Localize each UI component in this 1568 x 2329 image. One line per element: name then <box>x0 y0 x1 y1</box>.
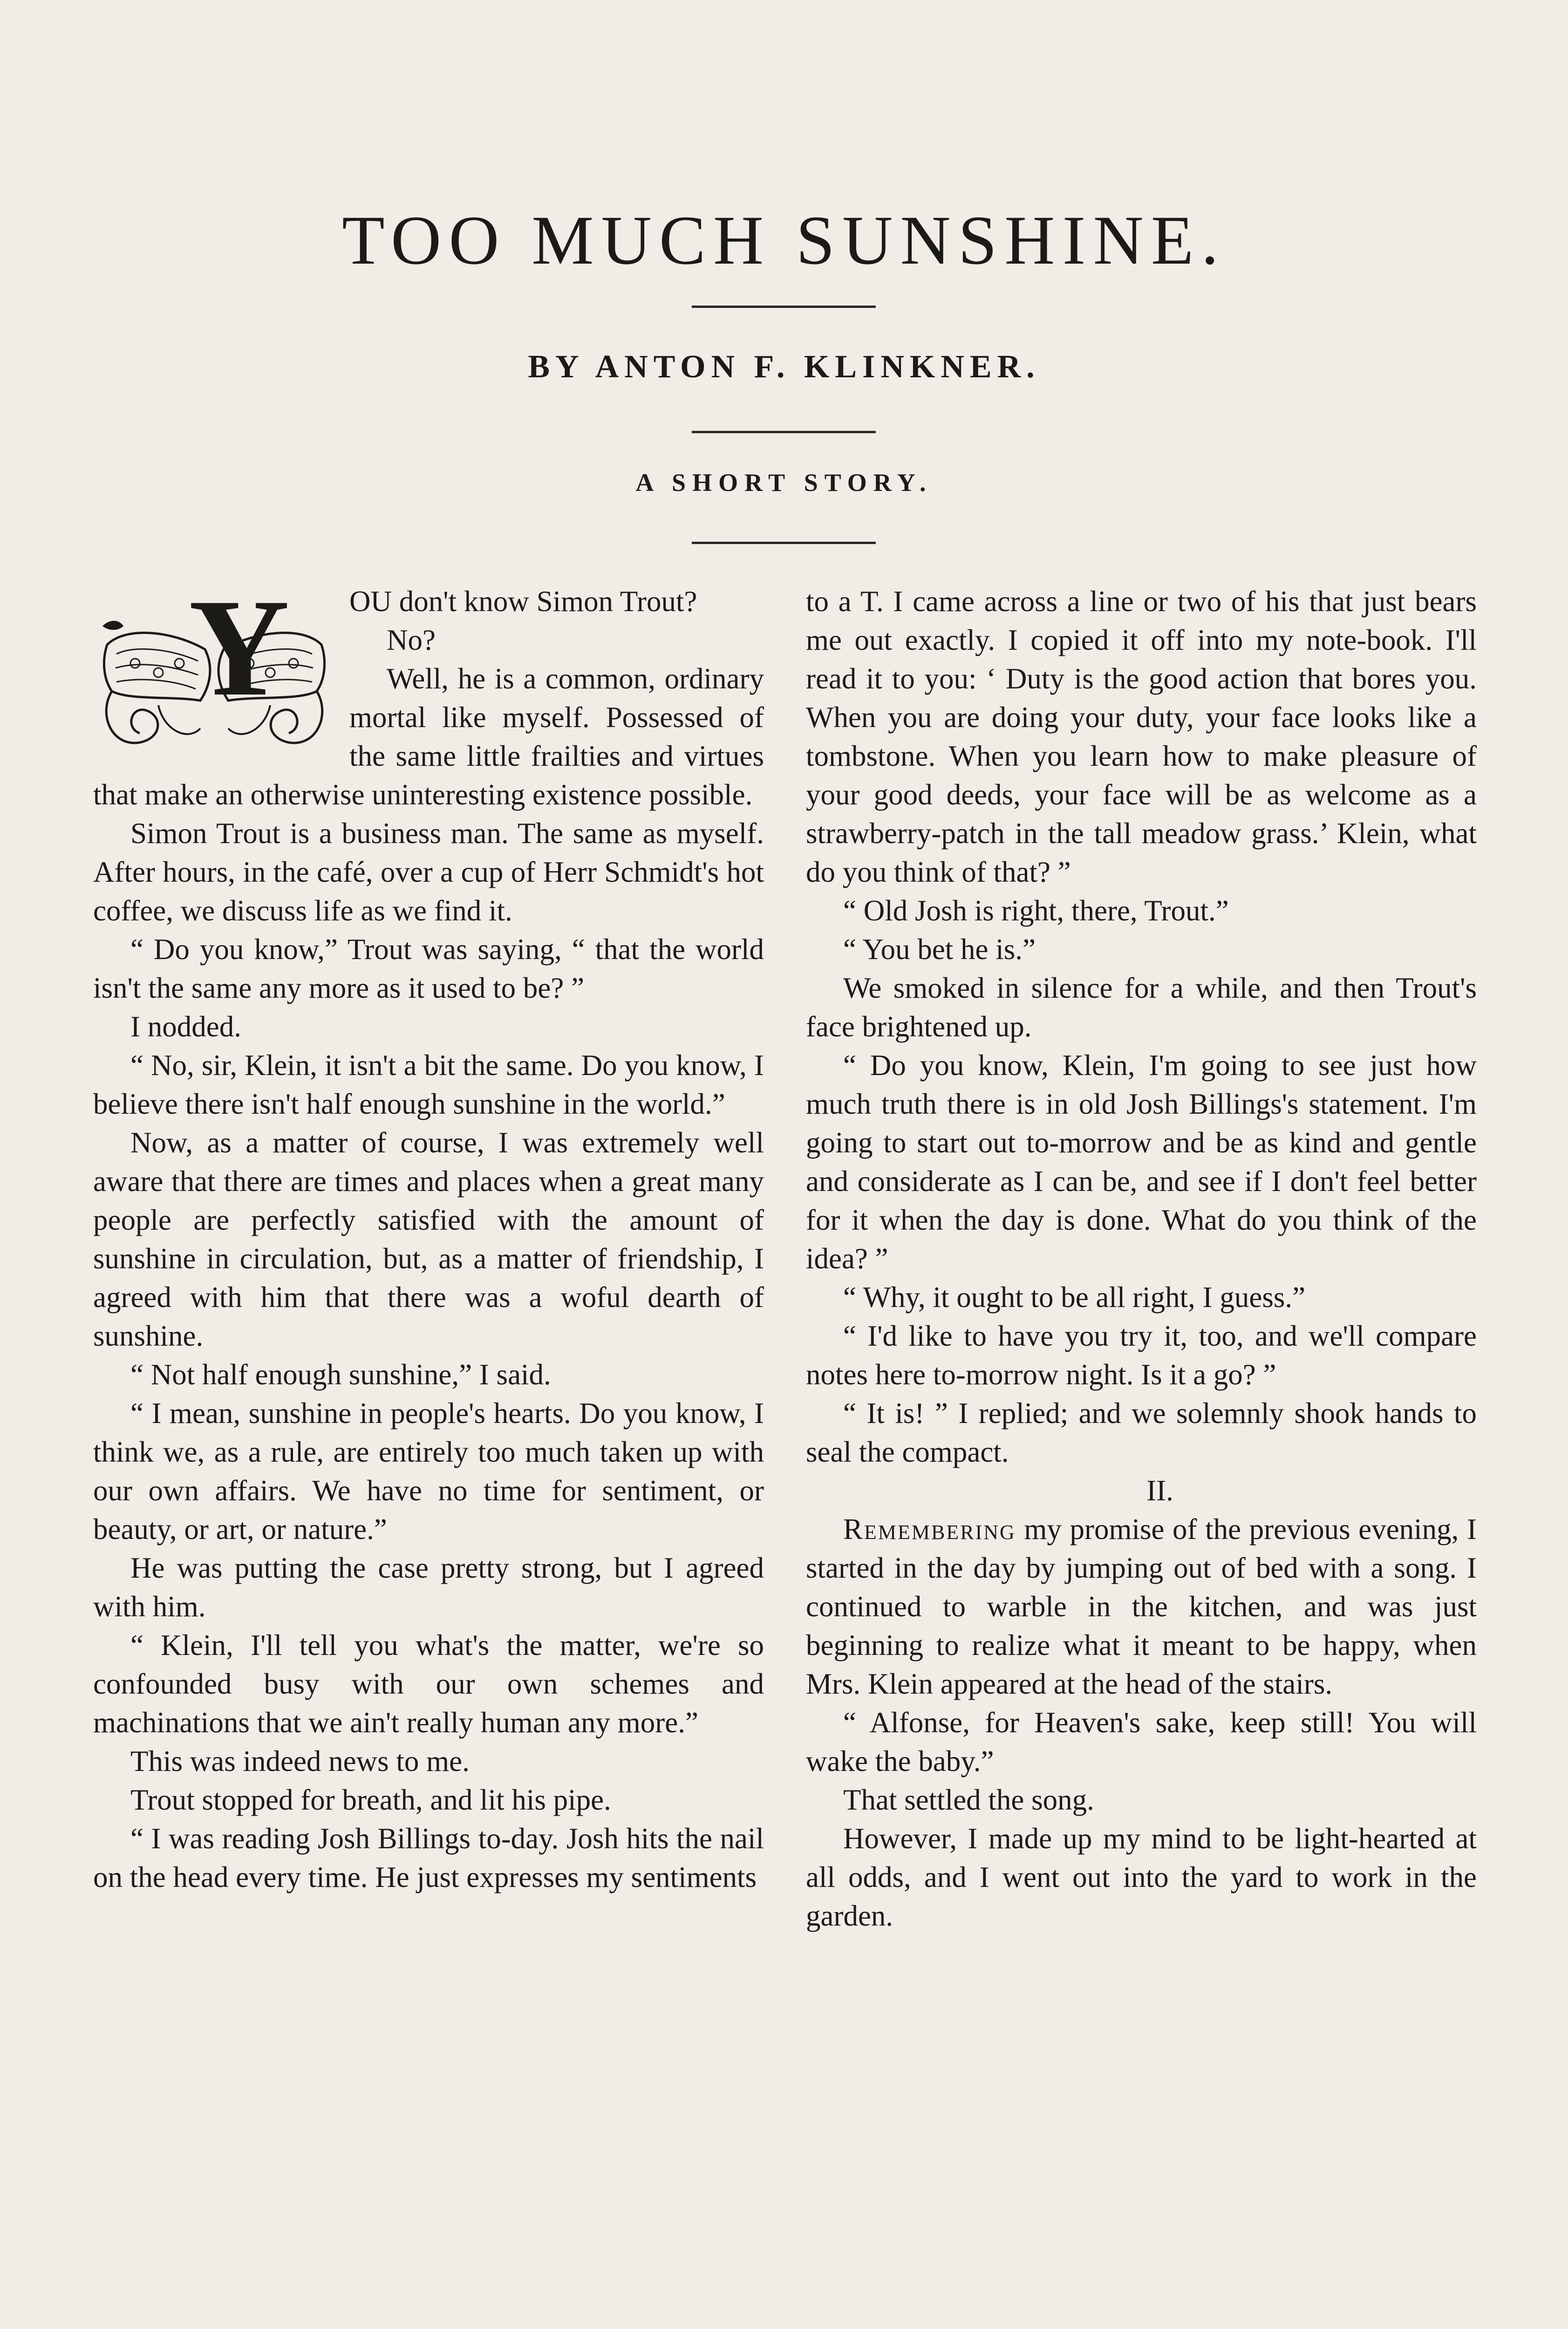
paragraph: OU don't know Simon Trout? <box>349 585 697 618</box>
article-title: TOO MUCH SUNSHINE. <box>342 202 1226 279</box>
paragraph: “ Old Josh is right, there, Trout.” <box>843 894 1229 927</box>
paragraph: “ Not half enough sunshine,” I said. <box>130 1358 551 1391</box>
paragraph: “ Do you know, Klein, I'm going to see just how much truth there is in old Josh Billings's statement. I'm going to start out to-morrow and be as kind and gentle and considerate as I can be, and see if I don't feel better for it when the day is done. What do you think of the idea? ” <box>806 1049 1477 1275</box>
paragraph: That settled the song. <box>843 1784 1094 1816</box>
paragraph: “ I was reading Josh Billings to-day. Josh hits the nail on the head every time. He just expresses my sentiments <box>93 1822 764 1893</box>
article-byline: BY ANTON F. KLINKNER. <box>528 349 1040 385</box>
paragraph: “ No, sir, Klein, it isn't a bit the same. Do you know, I believe there isn't half enough sunshine in the world.” <box>93 1049 764 1120</box>
section-lead-text: my promise of the previous evening, I started in the day by jumping out of bed with a song. I continued to warble in the kitchen, and was just beginning to realize what it meant to be happy, when Mrs. Klein appeared at the head of the stairs. <box>806 1513 1477 1700</box>
title-divider <box>692 306 876 308</box>
paragraph: No? <box>387 624 436 656</box>
paragraph: “ I'd like to have you try it, too, and we'll compare notes here to-morrow night. Is it a go? ” <box>806 1320 1477 1391</box>
paragraph: “ Why, it ought to be all right, I guess.” <box>843 1281 1306 1314</box>
paragraph: Well, he is a common, ordinary mortal like myself. Possessed of the same little frailties and virtues that make an otherwise uninteresting existence possible. <box>93 662 764 811</box>
paragraph: “ Alfonse, for Heaven's sake, keep still! You will wake the baby.” <box>806 1706 1477 1777</box>
paragraph: Trout stopped for breath, and lit his pipe. <box>130 1784 611 1816</box>
paragraph: Simon Trout is a business man. The same as myself. After hours, in the café, over a cup of Herr Schmidt's hot coffee, we discuss life as we find it. <box>93 817 764 927</box>
section-heading: II. <box>1146 1474 1173 1507</box>
paragraph: “ Do you know,” Trout was saying, “ that the world isn't the same any more as it used to be? ” <box>93 933 764 1004</box>
paragraph: “ Klein, I'll tell you what's the matter, we're so confounded busy with our own schemes and machinations that we ain't really human any more.” <box>93 1629 764 1739</box>
left-column <box>93 570 764 1897</box>
byline-divider <box>692 431 876 433</box>
section-lead-word: Remembering <box>843 1513 1016 1546</box>
paragraph: We smoked in silence for a while, and then Trout's face brightened up. <box>806 972 1477 1043</box>
right-column <box>806 582 1477 1935</box>
paragraph: “ I mean, sunshine in people's hearts. Do you know, I think we, as a rule, are entirely too much taken up with our own affairs. We have no time for sentiment, or beauty, or art, or nature.” <box>93 1397 764 1546</box>
paragraph: This was indeed news to me. <box>130 1745 470 1777</box>
paragraph: I nodded. <box>130 1010 241 1043</box>
paragraph: Now, as a matter of course, I was extremely well aware that there are times and places when a great many people are perfectly satisfied with the amount of sunshine in circulation, but, as a matter of friendship, I agreed with him that there was a woful dearth of sunshine. <box>93 1126 764 1352</box>
dropcap-letter: Y <box>189 570 290 725</box>
paragraph: “ You bet he is.” <box>843 933 1036 966</box>
subtitle-divider <box>692 542 876 544</box>
paragraph: However, I made up my mind to be light-hearted at all odds, and I went out into the yard to work in the garden. <box>806 1822 1477 1932</box>
ornamental-dropcap-y-icon <box>93 570 335 756</box>
paragraph: He was putting the case pretty strong, but I agreed with him. <box>93 1552 764 1623</box>
paragraph: to a T. I came across a line or two of his that just bears me out exactly. I copied it off into my note-book. I'll read it to you: ‘ Duty is the good action that bores you. When you are doing your duty, your face looks like a tombstone. When you learn how to make pleasure of your good deeds, your face will be as welcome as a strawberry-patch in the tall meadow grass.’ Klein, what do you think of that? ” <box>806 585 1477 888</box>
paragraph <box>806 1510 1477 1703</box>
article-subtitle: A SHORT STORY. <box>635 469 933 497</box>
paragraph: “ It is! ” I replied; and we solemnly shook hands to seal the compact. <box>806 1397 1477 1468</box>
